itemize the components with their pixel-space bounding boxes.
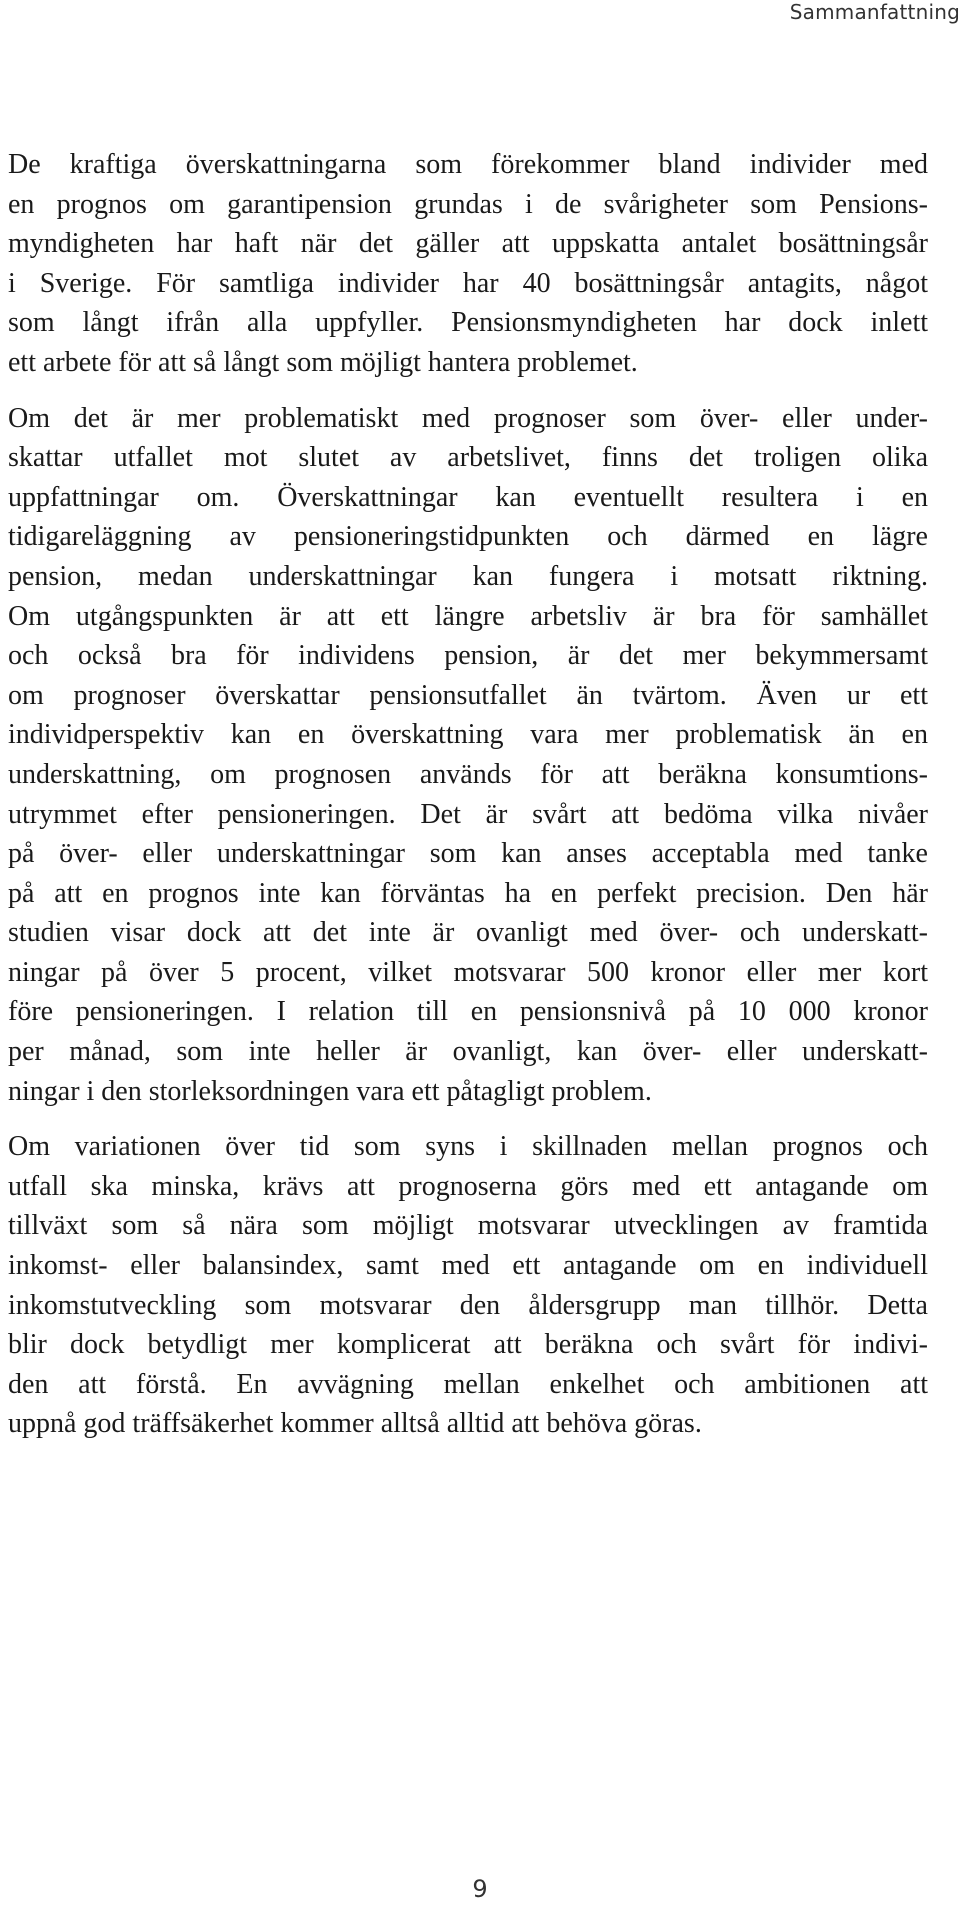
text-line: Om det är mer problematiskt med prognoser som över- eller under- xyxy=(8,402,928,434)
text-line: pension, medan underskattningar kan fungera i motsatt riktning. xyxy=(8,560,928,592)
paragraph-1 xyxy=(8,145,928,383)
text-line: individperspektiv kan en överskattning vara mer problematisk än en xyxy=(8,719,928,751)
text-line: en prognos om garantipension grundas i de svårigheter som Pensions- xyxy=(8,188,928,220)
text-line: på över- eller underskattningar som kan anses acceptabla med tanke xyxy=(8,838,928,870)
text-line: Om utgångspunkten är att ett längre arbetsliv är bra för samhället xyxy=(8,600,928,632)
text-line: underskattning, om prognosen används för att beräkna konsumtions- xyxy=(8,758,928,790)
text-line: ningar i den storleksordningen vara ett påtagligt problem. xyxy=(8,1075,652,1107)
text-line: De kraftiga överskattningarna som förekommer bland individer med xyxy=(8,149,928,180)
text-line: inkomst- eller balansindex, samt med ett antagande om en individuell xyxy=(8,1250,928,1282)
text-line: och också bra för individens pension, är det mer bekymmersamt xyxy=(8,640,928,672)
paragraph-3 xyxy=(8,1127,928,1444)
text-line: ett arbete för att så långt som möjligt hantera problemet. xyxy=(8,346,638,378)
text-line: tillväxt som så nära som möjligt motsvarar utvecklingen av framtida xyxy=(8,1210,928,1242)
text-line: utrymmet efter pensioneringen. Det är svårt att bedöma vilka nivåer xyxy=(8,798,928,830)
body-text xyxy=(8,145,928,1444)
text-line: tidigareläggning av pensioneringstidpunkten och därmed en lägre xyxy=(8,521,928,553)
text-line: före pensioneringen. I relation till en pensionsnivå på 10 000 kronor xyxy=(8,996,928,1028)
text-line: uppfattningar om. Överskattningar kan eventuellt resultera i en xyxy=(8,481,928,513)
running-header-title: Sammanfattning xyxy=(789,0,960,24)
text-line: på att en prognos inte kan förväntas ha en perfekt precision. Den här xyxy=(8,877,928,909)
page-number: 9 xyxy=(472,1875,488,1903)
text-line: per månad, som inte heller är ovanligt, kan över- eller underskatt- xyxy=(8,1036,928,1068)
text-line: ningar på över 5 procent, vilket motsvarar 500 kronor eller mer kort xyxy=(8,956,928,988)
text-line: inkomstutveckling som motsvarar den åldersgrupp man tillhör. Detta xyxy=(8,1289,928,1321)
text-line: i Sverige. För samtliga individer har 40 bosättningsår antagits, något xyxy=(8,267,928,299)
text-line: utfall ska minska, krävs att prognoserna görs med ett antagande om xyxy=(8,1170,928,1202)
text-line: uppnå god träffsäkerhet kommer alltså alltid att behöva göras. xyxy=(8,1408,702,1440)
text-line: skattar utfallet mot slutet av arbetslivet, finns det troligen olika xyxy=(8,442,928,474)
text-line: Om variationen över tid som syns i skillnaden mellan prognos och xyxy=(8,1131,928,1163)
paragraph-2 xyxy=(8,399,928,1112)
text-line: den att förstå. En avvägning mellan enkelhet och ambitionen att xyxy=(8,1368,928,1400)
text-line: studien visar dock att det inte är ovanligt med över- och underskatt- xyxy=(8,917,928,949)
text-line: blir dock betydligt mer komplicerat att beräkna och svårt för indivi- xyxy=(8,1329,928,1361)
text-line: myndigheten har haft när det gäller att uppskatta antalet bosättningsår xyxy=(8,228,928,260)
text-line: som långt ifrån alla uppfyller. Pensionsmyndigheten har dock inlett xyxy=(8,307,928,339)
text-line: om prognoser överskattar pensionsutfallet än tvärtom. Även ur ett xyxy=(8,679,928,711)
